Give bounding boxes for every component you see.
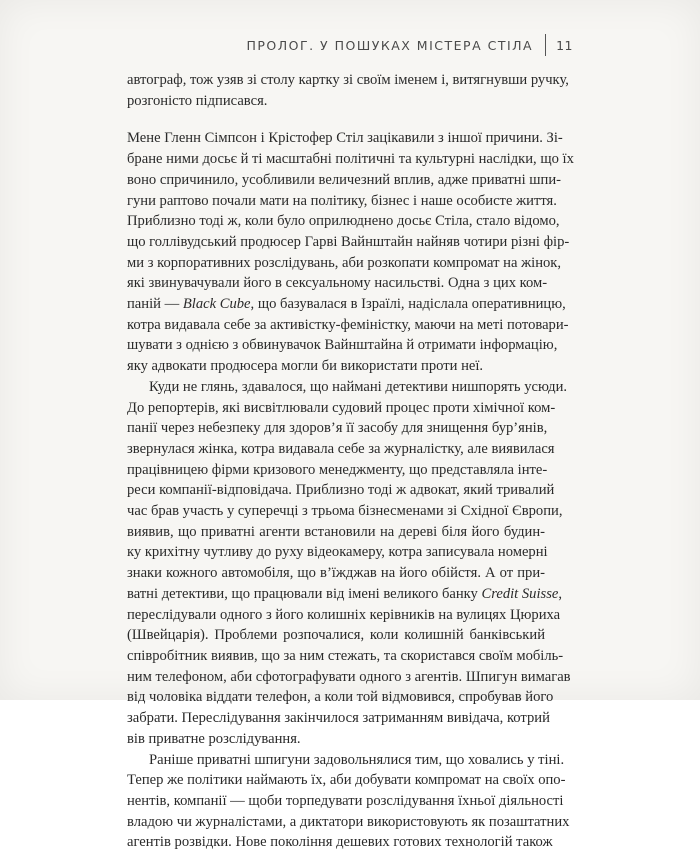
text-line: час брав участь у суперечці з трьома бізнесменами зі Східної Європи, bbox=[127, 501, 545, 522]
text-line: Куди не глянь, здавалося, що наймані детективи нишпорять усюди. bbox=[127, 377, 545, 398]
text-line: ним телефоном, аби сфотографувати одного з агентів. Шпигун вимагав bbox=[127, 667, 545, 688]
text-line: ку крихітну чутливу до руху відеокамеру, котра записувала номерні bbox=[127, 542, 545, 563]
text-line: панії через небезпеку для здоров’я її засобу для знищення бур’янів, bbox=[127, 418, 545, 439]
text-line: звернулася жінка, котра видавала себе за журналістку, але виявилася bbox=[127, 439, 545, 460]
text-line: реси компанії-відповідача. Приблизно тоді ж адвокат, який тривалий bbox=[127, 480, 545, 501]
text-line: співробітник виявив, що за ним стежать, та скористався своїм мобіль- bbox=[127, 646, 545, 667]
running-title: ПРОЛОГ. У ПОШУКАХ МІСТЕРА СТІЛА bbox=[246, 38, 533, 53]
text-line: бране ними досьє й ті масштабні політичні та культурні наслідки, що їх bbox=[127, 149, 545, 170]
text-line: Раніше приватні шпигуни задовольнялися тим, що ховались у тіні. bbox=[127, 750, 545, 771]
text-line: знаки кожного автомобіля, що в’їжджав на його обійстя. А от при- bbox=[127, 563, 545, 584]
header-divider bbox=[545, 34, 546, 56]
text-line: владою чи журналістами, а диктатори використовують як позаштатних bbox=[127, 812, 545, 833]
paragraph-1 bbox=[127, 70, 545, 111]
text-line: ми з корпоративних розслідувань, аби розкопати компромат на жінок, bbox=[127, 253, 545, 274]
text-line: вів приватне розслідування. bbox=[127, 729, 545, 750]
text-line: шувати з однією з обвинувачок Вайнштайна й отримати інформацію, bbox=[127, 335, 545, 356]
text-line: виявив, що приватні агенти встановили на дереві біля його будин- bbox=[127, 522, 545, 543]
text-line: від чоловіка віддати телефон, а коли той відмовився, спробував його bbox=[127, 687, 545, 708]
text-line: розгоністо підписався. bbox=[127, 91, 545, 112]
text-line: гуни раптово почали мати на політику, бізнес і наше особисте життя. bbox=[127, 191, 545, 212]
paragraph-4 bbox=[127, 750, 545, 853]
text-line: яку адвокати продюсера могли би використати проти неї. bbox=[127, 356, 545, 377]
body-text bbox=[127, 70, 545, 853]
text-line: Мене Гленн Сімпсон і Крістофер Стіл зацікавили з іншої причини. Зі- bbox=[127, 128, 545, 149]
text-line: (Швейцарія). Проблеми розпочалися, коли колишній банківський bbox=[127, 625, 545, 646]
text-line: котра видавала себе за активістку-феміністку, маючи на меті потовари- bbox=[127, 315, 545, 336]
text-line-italic: ватні детективи, що працювали від імені великого банку Credit Suisse, bbox=[127, 584, 545, 605]
text-line: агентів розвідки. Нове покоління дешевих готових технологій також bbox=[127, 832, 545, 853]
text-line: нентів, компанії — щоби торпедувати розслідування їхньої діяльності bbox=[127, 791, 545, 812]
italic-bank-name: Credit Suisse bbox=[481, 586, 558, 602]
text-line: забрати. Переслідування закінчилося затриманням вивідача, котрий bbox=[127, 708, 545, 729]
text-line: що голлівудський продюсер Гарві Вайнштайн найняв чотири різні фір- bbox=[127, 232, 545, 253]
running-header bbox=[246, 34, 573, 56]
text-line: До репортерів, які висвітлювали судовий процес проти хімічної ком- bbox=[127, 398, 545, 419]
text-line: Тепер же політики наймають їх, аби добувати компромат на своїх опо- bbox=[127, 770, 545, 791]
text-line: Приблизно тоді ж, коли було оприлюднено досьє Стіла, стало відомо, bbox=[127, 211, 545, 232]
paragraph-2 bbox=[127, 128, 545, 376]
text-line-italic: паній — Black Cube, що базувалася в Ізраїлі, надіслала оперативницю, bbox=[127, 294, 545, 315]
text-line: які звинувачували його в сексуальному насильстві. Одна з цих ком- bbox=[127, 273, 545, 294]
text-line: переслідували одного з його колишніх керівників на вулицях Цюриха bbox=[127, 605, 545, 626]
text-line: воно спричинило, усобливили величезний вплив, адже приватні шпи- bbox=[127, 170, 545, 191]
text-line: працівницею фірми кризового менеджменту, що представляла інте- bbox=[127, 460, 545, 481]
page-number: 11 bbox=[556, 38, 573, 53]
paragraph-3 bbox=[127, 377, 545, 750]
text-line: автограф, тож узяв зі столу картку зі своїм іменем і, витягнувши ручку, bbox=[127, 70, 545, 91]
italic-company-name: Black Cube bbox=[183, 296, 251, 312]
